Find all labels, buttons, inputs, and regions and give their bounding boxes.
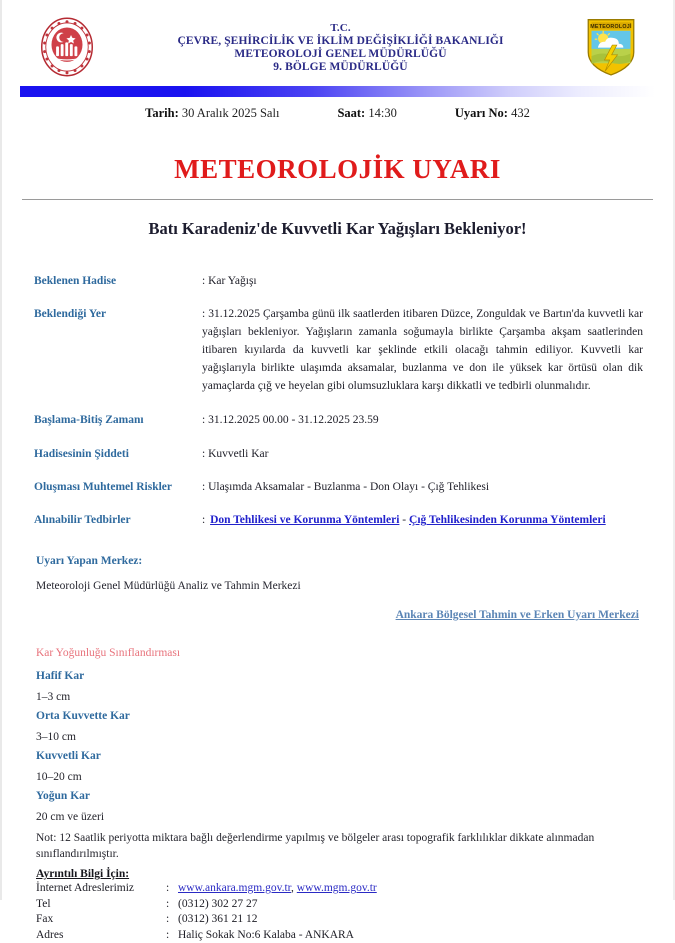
contact-row-fax (36, 912, 643, 928)
contact-value-tel: (0312) 302 27 27 (178, 897, 258, 910)
regional-center-link-row (36, 605, 643, 623)
snow-category-value: 1–3 cm (36, 690, 71, 703)
ankara-website-link[interactable]: www.ankara.mgm.gov.tr (178, 882, 292, 895)
field-row-risks (34, 479, 643, 495)
field-row-severity (34, 446, 643, 462)
expected-event-label: Beklenen Hadise (34, 275, 117, 287)
contact-row-address (36, 928, 643, 943)
snow-classification-block (36, 647, 643, 863)
frost-protection-link[interactable]: Don Tehlikesi ve Korunma Yöntemleri (210, 514, 400, 527)
time-value: 14:30 (368, 106, 397, 120)
snow-classification-note: Not: 12 Saatlik periyotta miktara bağlı değerlendirme yapılmış ve bölgeler arası topografik farklılıklar dikkate alınmadan sınıflandırılmıştır. (36, 831, 595, 861)
date-value: 30 Aralık 2025 Salı (181, 106, 280, 120)
ankara-regional-center-link[interactable]: Ankara Bölgesel Tahmin ve Erken Uyarı Merkezi (395, 608, 639, 621)
document-meta-row (2, 97, 673, 121)
risks-label: Oluşması Muhtemel Riskler (34, 481, 172, 494)
header-gradient-bar (20, 86, 655, 97)
measures-colon: : (202, 514, 206, 527)
contact-row-tel (36, 897, 643, 913)
field-row-expected-event (34, 273, 643, 289)
snow-category-name: Kuvvetli Kar (36, 749, 101, 762)
snow-category-value: 10–20 cm (36, 770, 82, 783)
contact-colon: : (166, 913, 170, 926)
contact-colon: : (166, 897, 170, 910)
warning-number-field (455, 106, 530, 121)
contact-key-websites: İnternet Adreslerimiz (36, 882, 135, 895)
mgm-website-link[interactable]: www.mgm.gov.tr (296, 882, 377, 895)
warning-number-label: Uyarı No: (454, 106, 508, 120)
risks-value: : Ulaşımda Aksamalar - Buzlanma - Don Olayı - Çığ Tehlikesi (202, 481, 490, 494)
snow-category-value: 3–10 cm (36, 730, 76, 743)
start-end-time-label: Başlama-Bitiş Zamanı (34, 414, 144, 427)
measures-value (202, 512, 643, 528)
svg-text:METEOROLOJİ: METEOROLOJİ (590, 24, 632, 31)
document-header (2, 0, 673, 82)
contact-block (36, 868, 643, 943)
contact-colon: : (166, 928, 170, 941)
start-end-time-value: : 31.12.2025 00.00 - 31.12.2025 23.59 (202, 414, 379, 427)
issuing-center-name: Meteoroloji Genel Müdürlüğü Analiz ve Tahmin Merkezi (36, 579, 301, 592)
contact-value-websites (178, 881, 377, 897)
expected-place-label: Beklendiği Yer (34, 308, 107, 321)
snow-category-value: 20 cm ve üzeri (36, 810, 105, 823)
snow-category-name: Hafif Kar (36, 669, 85, 682)
turkish-state-emblem-icon (38, 16, 96, 78)
contact-colon: : (166, 882, 170, 895)
severity-label: Hadisesinin Şiddeti (34, 447, 129, 460)
page-subtitle: Batı Karadeniz'de Kuvvetli Kar Yağışları Bekleniyor! (148, 219, 527, 238)
warning-details-list (34, 273, 643, 529)
measures-separator: - (402, 514, 407, 527)
contact-value-fax: (0312) 361 21 12 (178, 913, 258, 926)
contact-row-websites (36, 881, 643, 897)
issuing-center-heading: Uyarı Yapan Merkez: (36, 554, 143, 567)
field-row-measures (34, 512, 643, 528)
contact-key-fax: Fax (36, 913, 54, 926)
field-row-expected-place (34, 306, 643, 395)
snow-category-name: Orta Kuvvette Kar (36, 709, 130, 722)
warning-number-value: 432 (511, 106, 530, 120)
date-label: Tarih: (145, 106, 179, 120)
date-field (145, 106, 279, 121)
expected-event-value: : Kar Yağışı (202, 275, 257, 287)
header-line-directorate: METEOROLOJİ GENEL MÜDÜRLÜĞÜ (234, 47, 447, 60)
field-row-start-end-time (34, 412, 643, 428)
meteoroloji-shield-logo-icon (585, 17, 637, 77)
header-line-ministry: ÇEVRE, ŞEHİRCİLİK VE İKLİM DEĞİŞİKLİĞİ BAKANLIĞI (177, 34, 504, 47)
measures-label: Alınabilir Tedbirler (34, 514, 131, 527)
contact-key-address: Adres (36, 928, 64, 941)
expected-place-value: : 31.12.2025 Çarşamba günü ilk saatlerden itibaren Düzce, Zonguldak ve Bartın'da kuvvetli kar yağışları bekleniyor. Yağışların zamanla soğumayla birlikte Çarşamba akşam saatlerinden itibaren kıyılarda da kuvvetli kar şeklinde etkili olacağı tahmin ediliyor. Kuvvetli kar yağışlarıyla birlikte ulaşımda aksamalar, buzlanma ve don ile yüksek kar örtüsü olan dik yamaçlarda çığ ve heyelan gibi olumsuzluklara karşı dikkatli ve tedbirli olunmalıdır. (202, 308, 643, 392)
time-field (337, 106, 396, 121)
contact-value-address: Haliç Sokak No:6 Kalaba - ANKARA (178, 928, 354, 941)
title-divider (22, 199, 653, 200)
url-comma: , (291, 882, 294, 895)
snow-category-name: Yoğun Kar (36, 789, 90, 802)
contact-key-tel: Tel (36, 897, 51, 910)
contact-heading: Ayrıntılı Bilgi İçin: (36, 868, 130, 881)
snow-classification-title: Kar Yoğunluğu Sınıflandırması (36, 646, 181, 659)
header-line-tc: T.C. (330, 22, 351, 35)
header-line-region: 9. BÖLGE MÜDÜRLÜĞÜ (273, 60, 408, 73)
avalanche-protection-link[interactable]: Çığ Tehlikesinden Korunma Yöntemleri (409, 514, 606, 527)
time-label: Saat: (337, 106, 366, 120)
severity-value: : Kuvvetli Kar (202, 447, 269, 460)
page-title: METEOROLOJİK UYARI (174, 154, 501, 184)
issuing-center-block (36, 555, 643, 623)
ministry-title-block (96, 22, 585, 73)
